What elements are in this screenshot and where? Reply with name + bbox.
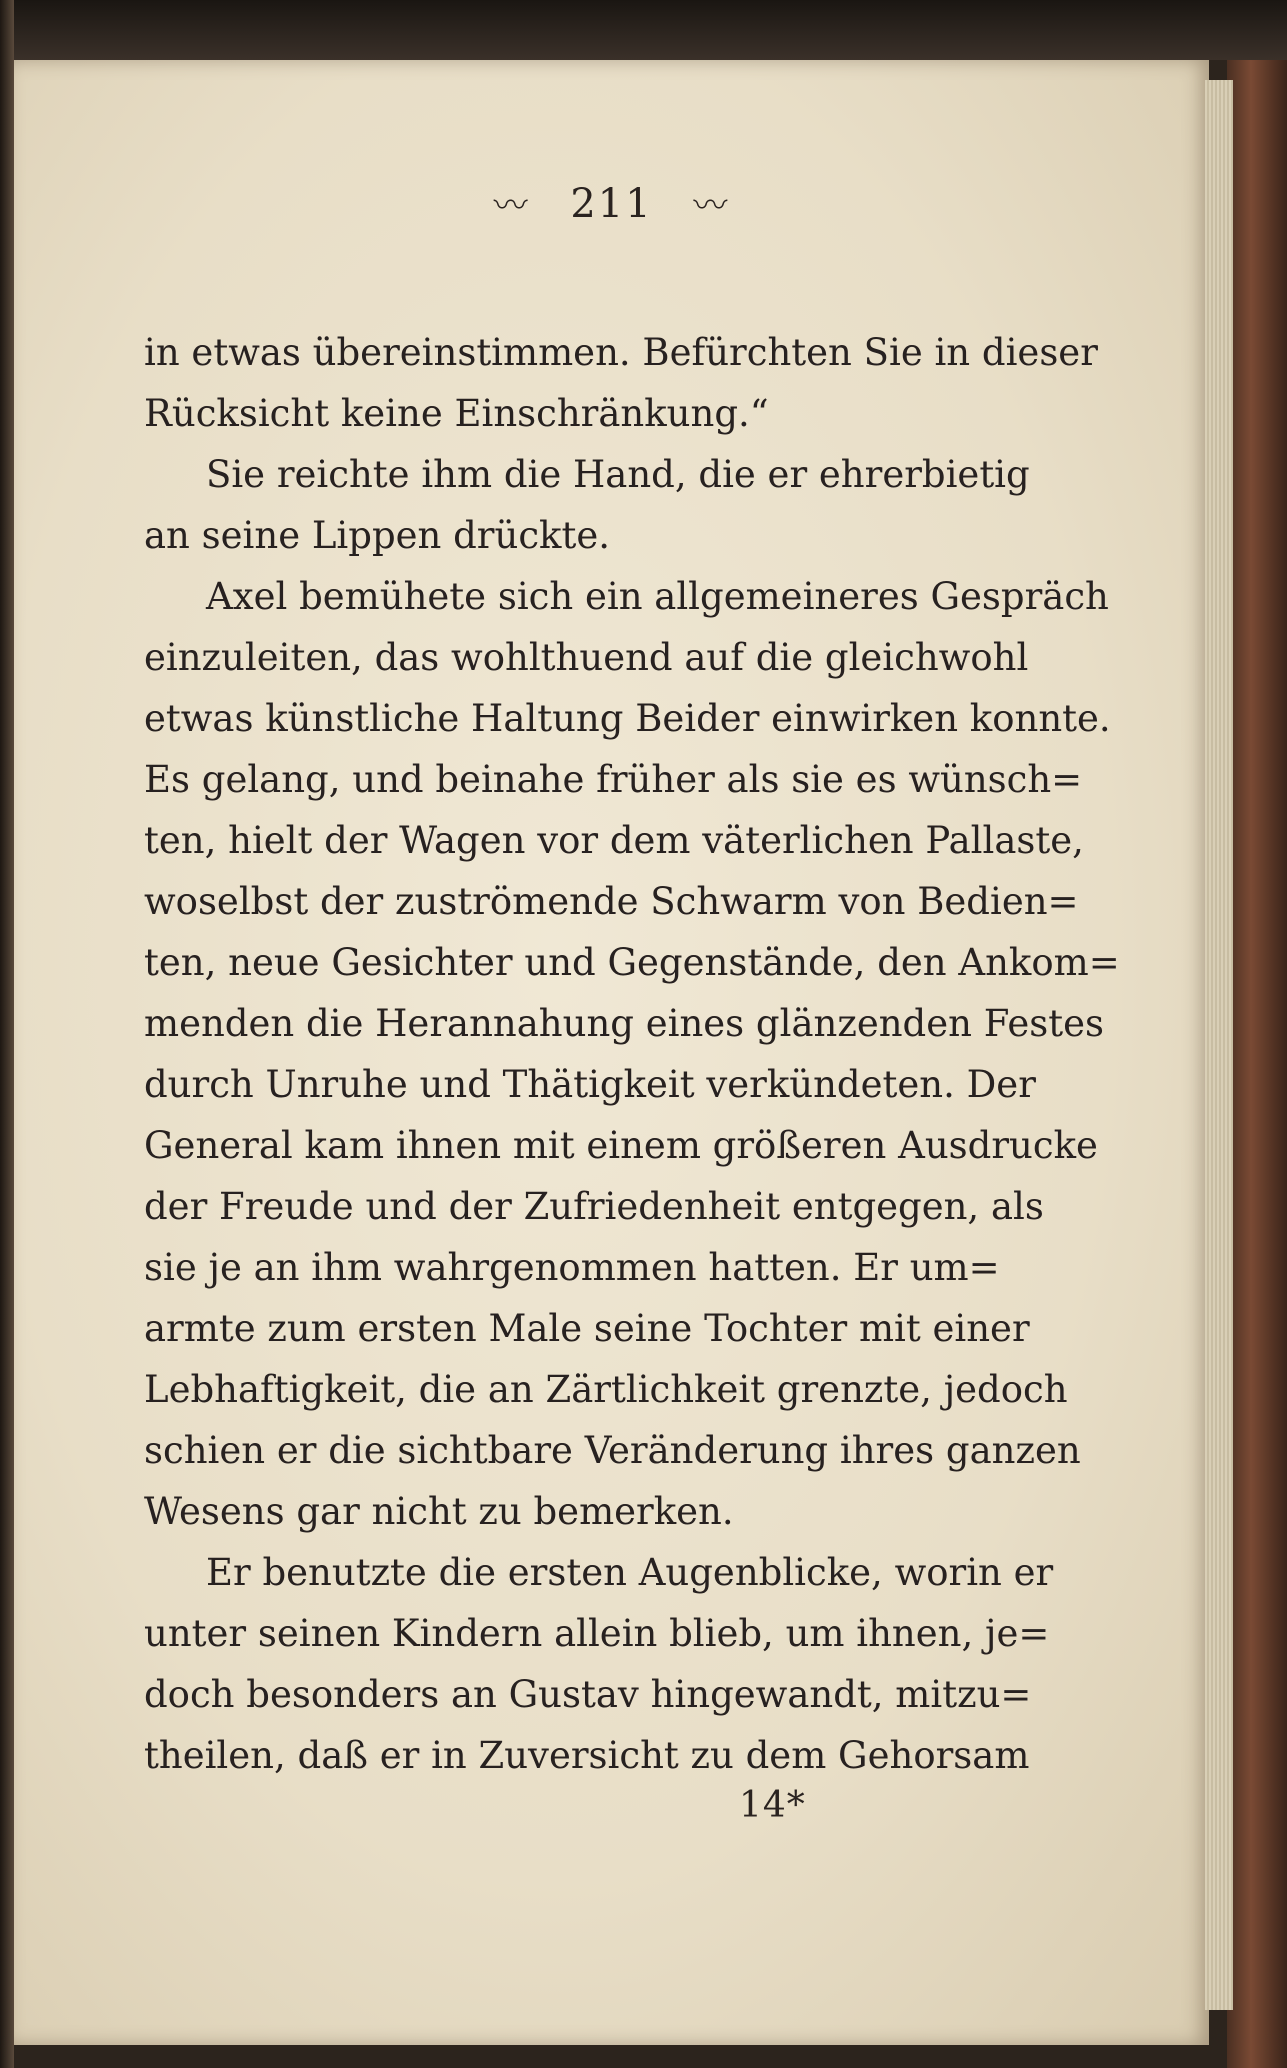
text-line: unter seinen Kindern allein blieb, um ihnen, je= [144, 1612, 1050, 1655]
book-top-edge [0, 0, 1287, 60]
book-cover-edge [1227, 60, 1287, 2068]
text-line: armte zum ersten Male seine Tochter mit einer [144, 1307, 1030, 1350]
text-line: Wesens gar nicht zu bemerken. [144, 1490, 734, 1533]
page-header [14, 178, 1209, 227]
text-line: einzuleiten, das wohlthuend auf die gleichwohl [144, 636, 1029, 679]
text-line: in etwas übereinstimmen. Befürchten Sie in dieser [144, 331, 1098, 374]
text-line: Rücksicht keine Einschränkung.“ [144, 392, 769, 435]
text-line: der Freude und der Zufriedenheit entgegen, als [144, 1185, 1044, 1228]
text-line: doch besonders an Gustav hingewandt, mitzu= [144, 1673, 1032, 1716]
ornament-left-icon: 〰 [493, 186, 530, 226]
text-line: ten, hielt der Wagen vor dem väterlichen Pallaste, [144, 819, 1084, 862]
text-line: Axel bemühete sich ein allgemeineres Gespräch [206, 575, 1109, 618]
ornament-right-icon: 〰 [693, 186, 730, 226]
text-line: Sie reichte ihm die Hand, die er ehrerbietig [206, 453, 1030, 496]
text-line: schien er die sichtbare Veränderung ihres ganzen [144, 1429, 1081, 1472]
text-line: menden die Herannahung eines glänzenden Festes [144, 1002, 1105, 1045]
book-left-edge [0, 0, 14, 2068]
text-line: an seine Lippen drückte. [144, 514, 610, 557]
text-line: General kam ihnen mit einem größeren Ausdrucke [144, 1124, 1098, 1167]
signature-mark: 14* [739, 1785, 806, 1826]
text-line: Er benutzte die ersten Augenblicke, worin er [206, 1551, 1054, 1594]
page-stack-edge [1205, 80, 1233, 2010]
text-line: Es gelang, und beinahe früher als sie es wünsch= [144, 758, 1083, 801]
text-line: sie je an ihm wahrgenommen hatten. Er um= [144, 1246, 1000, 1289]
page-number: 211 [570, 181, 653, 227]
book-page [14, 60, 1209, 2045]
text-line: durch Unruhe und Thätigkeit verkündeten. Der [144, 1063, 1036, 1106]
text-line: woselbst der zuströmende Schwarm von Bedien= [144, 880, 1079, 923]
page-body [144, 322, 1120, 1786]
text-line: theilen, daß er in Zuversicht zu dem Gehorsam [144, 1734, 1030, 1777]
text-line: Lebhaftigkeit, die an Zärtlichkeit grenzte, jedoch [144, 1368, 1068, 1411]
text-line: ten, neue Gesichter und Gegenstände, den Ankom= [144, 941, 1120, 984]
text-line: etwas künstliche Haltung Beider einwirken konnte. [144, 697, 1111, 740]
